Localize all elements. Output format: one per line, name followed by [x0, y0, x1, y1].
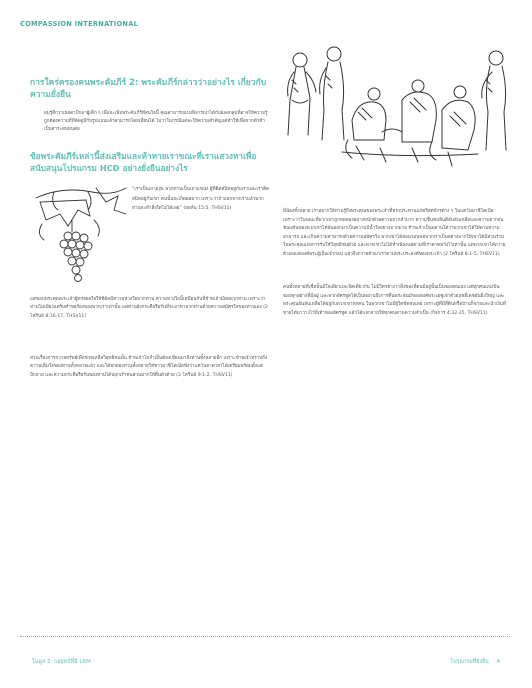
footer-module: โมดูล 2: กลยุทธ์ที่มี LRM — [32, 659, 91, 665]
pull-quote: ข้อพระคัมภีร์เหล่านี้ส่งเสริมและท้าทายเราขณะที่เราแสวงหาเพื่อสนับสนุนโปรแกรม HCD อย่างยั่งยืนอย่างไร — [30, 151, 257, 173]
intro-text: ผมรู้สึกว่าเยอคาปีกลาผู้เด็ก ๆ เพื่อจะเพิ่มพระคัมภีร์ที่สนใจนี้ คุณสามารถแบ่งพิจารณาได้กับผลอกลุ่มที่อาจให้ความรู้ถูกต้องความถี่ที่จัดดูมีกับรูปแบบแล้วสามารถไตยเที่ยนได้ ไม่ว่าในกรณีแต่ละให้ความสำคัญแต่ทำให้เพื่อจากตัวชำเป็นสาระสนทนต่อ — [44, 111, 268, 132]
footer-divider — [20, 636, 510, 637]
paragraph-2cor-9-1: ส่วนเรื่องการถวายทรัพย์เพื่อช่วยเหลือวิสุทธิชนนั้น ข้าพเจ้าไม่จำเป็นต้องเขียนมาถึงท่านทั้งหลายอีก เพราะข้าพเจ้าทราบถึงความเต็มใจของท่านทั้งหลายแล้ว และได้ยกย่องท่านทั้งหลายให้ชาวมาซิโดเนียฟังว่าแคว้นอาคายาได้เตรียมพร้อมตั้งแต่ปีกลาย และความกระตือรือร้นของท่านได้ปลุกเร้าคนส่วนมากให้ตื่นตัวด้วย (2 โครินธ์ 9:1-2, THSV11) — [30, 356, 268, 378]
paragraph-2cor-8-1: พี่น้องทั้งหลาย เราอยากให้ท่านรู้ถึงพระคุณของพระเจ้าที่ทรงประทานแก่คริสตจักรต่าง ๆ ในแคว้นมาซิโดเนีย เพราะว่าในขณะที่พวกเขาถูกทดลองอย่างหนักด้วยความยากลำบาก ความชื่นชมยินดีอันล้นเหลือและความยากจนข้นแค้นของพวกเขาได้ล้นออกมาเป็นความมีน้ำใจอย่างมากมาย ข้าพเจ้าเป็นพยานได้ว่าพวกเขาได้ให้ตามความสามารถ และเกินความสามารถด้วยความสมัครใจ พวกเขาได้อ้อนวอนขอพวกเราเป็นอย่างมากให้เขาได้มีส่วนร่วมในพระคุณแห่งการรับใช้วิสุทธิชนด้วย และพวกเขาไม่ได้ทำเพียงแต่ตามที่เราคาดหวังไว้เท่านั้น แต่พวกเขาได้ถวายตัวเองแด่องค์พระผู้เป็นเจ้าก่อน แล้วจึงถวายตัวแก่เราตามพระประสงค์ของพระเจ้า (2 โครินธ์ 8:1-5, THSV11) — [283, 209, 506, 257]
page-number: 4 — [496, 659, 500, 665]
footer-right — [450, 658, 500, 666]
section-title: การใคร่ครองคนพระคัมภีร์ 2: พระคัมภีร์กล่าวว่าอย่างไร เกี่ยวกับความยั่งยืน — [30, 78, 267, 100]
quote-john-15: “เราเป็นเถาองุ่น พวกท่านเป็นเถาแขนง ผู้ที่ติดสนิทอยู่กับเราและเราติดสนิทอยู่กับเขา คนนั้นจะเกิดผลมาก เพราะว่าถ้าแยกจากเราแล้วพวกท่านจะทำสิ่งใดไม่ได้เลย” (ยอห์น 15:5, THSV11) — [132, 187, 270, 212]
grapevine-illustration — [32, 180, 130, 288]
paragraph-acts-4-32: คนทั้งหลายที่เชื่อนั้นมีใจเดียวและจิตเดียวกัน ไม่มีใครอ้างว่าสิ่งของที่ตนมีอยู่นั้นเป็นของตนเอง แต่ทุกคนแบ่งปันของทุกอย่างที่มีอยู่ และพวกอัครทูตได้เป็นพยานถึงการคืนพระชนม์ขององค์พระเยซูเจ้าด้วยฤทธิ์เดชอันยิ่งใหญ่ และพระคุณอันล้นเหลือได้อยู่กับพวกเขาทุกคน ในพวกเขาไม่มีผู้ใดขัดสนเลย เพราะผู้ที่มีที่ดินหรือบ้านก็ขายและนำเงินที่ขายได้มาวางไว้ที่เท้าของอัครทูต แล้วได้แจกจ่ายให้ทุกคนตามความจำเป็น (กิจการ 4:32-35, THSV11) — [283, 285, 506, 316]
footer-section-label: โปรแกรมที่ยั่งยืน — [450, 659, 489, 665]
paragraph-2cor-8-16: แต่ขอบพระคุณพระเจ้าผู้ทรงดลใจให้ทิตัสมีความห่วงใยพวกท่าน ความห่วงใยนี้เหมือนกับที่ข้าพเจ้ามีต่อพวกท่าน เพราะว่าท่านไม่เพียงแต่รับคำขอร้องของพวกเราเท่านั้น แต่ท่านยังกระตือรือร้นที่จะมาหาพวกท่านด้วยความสมัครใจของท่านเอง (2 โครินธ์ 8:16-17, THSV11) — [30, 297, 268, 319]
brand-header: COMPASSION INTERNATIONAL — [20, 20, 139, 28]
people-illustration — [282, 40, 512, 205]
